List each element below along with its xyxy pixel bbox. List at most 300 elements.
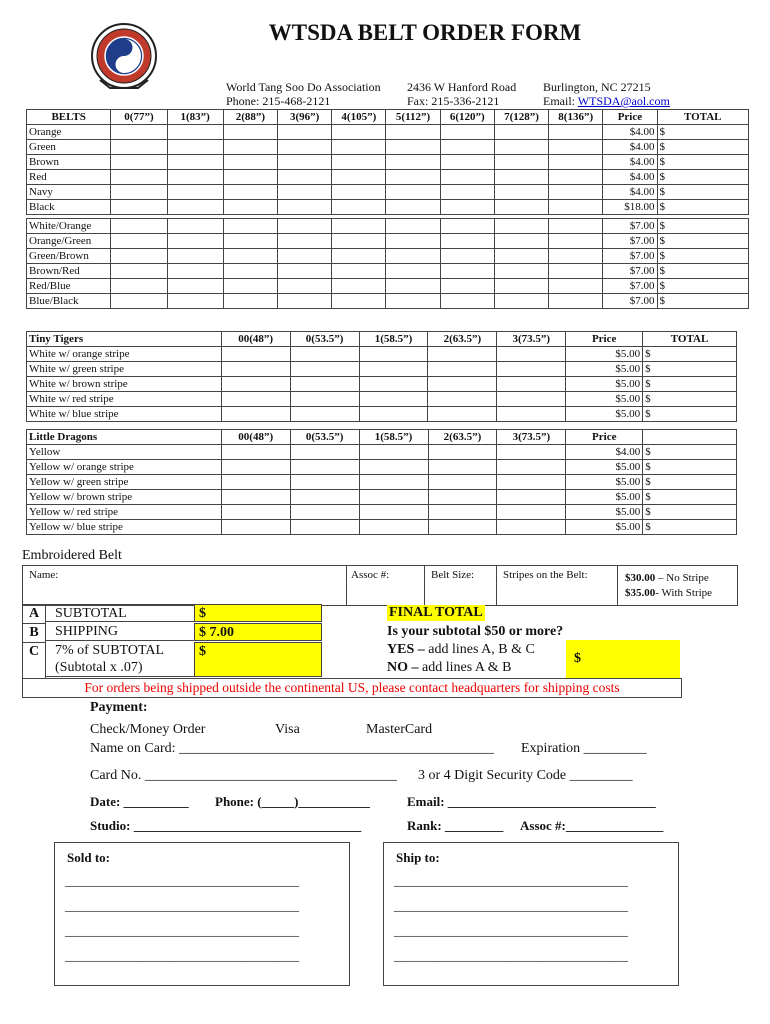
belt-qty-cell[interactable] [278,155,332,170]
sold-to-title: Sold to: [67,850,110,865]
tiny-tigers-qty-cell[interactable] [359,392,428,407]
little-dragons-qty-cell[interactable] [290,490,359,505]
tiny-tigers-qty-cell[interactable] [428,347,497,362]
tiny-tigers-qty-cell[interactable] [221,347,290,362]
little-dragons-header-cell [643,430,737,445]
belts-header-cell: 5(112”) [386,110,440,125]
tiny-tigers-total-cell[interactable]: $ [643,362,737,377]
tiny-tigers-name: White w/ brown stripe [27,377,222,392]
embroidered-stripes-label: Stripes on the Belt: [503,569,588,581]
tiny-tigers-qty-cell[interactable] [290,347,359,362]
embroidered-name-field[interactable] [23,566,347,605]
belt-name: Orange [27,125,111,140]
belt-qty-cell[interactable] [386,155,440,170]
little-dragons-header-cell: 2(63.5”) [428,430,497,445]
belt-qty-cell[interactable] [549,264,603,279]
little-dragons-total-cell[interactable]: $ [643,445,737,460]
tiny-tigers-price: $5.00 [566,407,643,422]
little-dragons-qty-cell[interactable] [428,520,497,535]
belt-qty-cell[interactable] [167,185,223,200]
little-dragons-qty-cell[interactable] [428,490,497,505]
tiny-tigers-qty-cell[interactable] [221,362,290,377]
tiny-tigers-name: White w/ orange stripe [27,347,222,362]
belt-qty-cell[interactable] [332,170,386,185]
tiny-tigers-qty-cell[interactable] [221,392,290,407]
sold-to-line-2[interactable]: ____________________________________ [65,898,299,913]
tiny-tigers-qty-cell[interactable] [428,392,497,407]
sold-to-line-4[interactable]: ____________________________________ [65,948,299,963]
belt-qty-cell[interactable] [111,264,167,279]
table-row [27,505,737,520]
tiny-tigers-price: $5.00 [566,377,643,392]
belt-qty-cell[interactable] [549,249,603,264]
belt-qty-cell[interactable] [223,155,277,170]
little-dragons-table [26,429,737,535]
belt-qty-cell[interactable] [494,170,548,185]
tiny-tigers-qty-cell[interactable] [497,362,566,377]
contact-address: 2436 W Hanford Road [407,80,517,94]
little-dragons-qty-cell[interactable] [497,475,566,490]
belt-qty-cell[interactable] [494,249,548,264]
belt-qty-cell[interactable] [278,234,332,249]
little-dragons-total-cell[interactable]: $ [643,520,737,535]
belt-qty-cell[interactable] [549,219,603,234]
tiny-tigers-total-cell[interactable]: $ [643,392,737,407]
payment-check-option[interactable]: Check/Money Order [90,722,206,737]
tiny-tigers-header-cell: 1(58.5”) [359,332,428,347]
belt-qty-cell[interactable] [494,264,548,279]
tiny-tigers-header-cell: 0(53.5”) [290,332,359,347]
belt-qty-cell[interactable] [494,155,548,170]
tiny-tigers-total-cell[interactable]: $ [643,377,737,392]
yes-instruction: YES – add lines A, B & C [387,642,535,657]
tiny-tigers-qty-cell[interactable] [290,377,359,392]
belt-qty-cell[interactable] [440,279,494,294]
belt-qty-cell[interactable] [386,264,440,279]
belt-qty-cell[interactable] [223,200,277,215]
tiny-tigers-total-cell[interactable]: $ [643,347,737,362]
little-dragons-qty-cell[interactable] [497,505,566,520]
table-row [27,377,737,392]
rank-field[interactable]: Rank: _________ [407,818,504,833]
table-row [27,219,749,234]
belt-qty-cell[interactable] [386,234,440,249]
belt-qty-cell[interactable] [223,170,277,185]
belt-qty-cell[interactable] [332,264,386,279]
belt-name: Red/Blue [27,279,111,294]
little-dragons-qty-cell[interactable] [359,460,428,475]
tiny-tigers-qty-cell[interactable] [497,377,566,392]
belt-qty-cell[interactable] [167,234,223,249]
belt-qty-cell[interactable] [440,249,494,264]
belts-header-cell: 1(83”) [167,110,223,125]
tiny-tigers-qty-cell[interactable] [497,347,566,362]
belt-qty-cell[interactable] [332,234,386,249]
belt-qty-cell[interactable] [549,170,603,185]
contact-email-label: Email: [543,94,578,108]
tiny-tigers-table [26,331,737,422]
belt-qty-cell[interactable] [111,155,167,170]
belt-qty-cell[interactable] [332,185,386,200]
belts-table [26,109,749,309]
belt-qty-cell[interactable] [549,185,603,200]
table-row [27,520,737,535]
little-dragons-qty-cell[interactable] [290,505,359,520]
little-dragons-price: $4.00 [566,445,643,460]
tiny-tigers-qty-cell[interactable] [497,392,566,407]
little-dragons-header-cell: Little Dragons [27,430,222,445]
belt-qty-cell[interactable] [440,294,494,309]
belts-header-cell: BELTS [27,110,111,125]
belt-total-cell[interactable]: $ [657,200,748,215]
tiny-tigers-price: $5.00 [566,347,643,362]
belt-qty-cell[interactable] [167,155,223,170]
table-row [27,140,749,155]
belt-qty-cell[interactable] [494,219,548,234]
belt-qty-cell[interactable] [167,249,223,264]
tiny-tigers-qty-cell[interactable] [359,347,428,362]
ship-to-line-1[interactable]: ____________________________________ [394,873,628,888]
belt-total-cell[interactable]: $ [657,125,748,140]
belt-qty-cell[interactable] [223,185,277,200]
contact-email-link[interactable]: WTSDA@aol.com [577,94,670,108]
belt-qty-cell[interactable] [332,155,386,170]
little-dragons-qty-cell[interactable] [359,475,428,490]
shipping-field[interactable]: $ 7.00 [194,623,322,641]
ship-to-box [383,842,679,986]
little-dragons-qty-cell[interactable] [221,505,290,520]
table-row [27,392,737,407]
tiny-tigers-total-cell[interactable]: $ [643,407,737,422]
belt-qty-cell[interactable] [440,185,494,200]
belt-qty-cell[interactable] [386,140,440,155]
belt-qty-cell[interactable] [223,279,277,294]
ship-to-title: Ship to: [396,850,440,865]
phone-field[interactable]: Phone: (_____)___________ [215,794,370,809]
belt-qty-cell[interactable] [494,294,548,309]
table-row [27,362,737,377]
subtotal-field[interactable]: $ [194,604,322,622]
little-dragons-qty-cell[interactable] [359,490,428,505]
belt-qty-cell[interactable] [332,200,386,215]
security-code-field[interactable]: 3 or 4 Digit Security Code _________ [418,768,633,783]
final-total-field[interactable]: $ [566,640,680,678]
belt-qty-cell[interactable] [440,125,494,140]
belt-qty-cell[interactable] [332,279,386,294]
shipping-notice: For orders being shipped outside the continental US, please contact headquarters for shipping costs [22,678,682,698]
little-dragons-qty-cell[interactable] [359,520,428,535]
belt-qty-cell[interactable] [111,279,167,294]
belt-qty-cell[interactable] [494,140,548,155]
little-dragons-qty-cell[interactable] [497,520,566,535]
little-dragons-qty-cell[interactable] [290,520,359,535]
little-dragons-total-cell[interactable]: $ [643,460,737,475]
belt-total-cell[interactable]: $ [657,279,748,294]
expiration-field[interactable]: Expiration _________ [521,741,647,756]
belt-name: Blue/Black [27,294,111,309]
belt-qty-cell[interactable] [440,170,494,185]
belt-qty-cell[interactable] [111,234,167,249]
belt-qty-cell[interactable] [111,170,167,185]
belt-qty-cell[interactable] [167,219,223,234]
little-dragons-name: Yellow w/ blue stripe [27,520,222,535]
embroidered-assoc-label: Assoc #: [351,569,390,581]
contact-fax: Fax: 215-336-2121 [407,94,500,108]
belt-qty-cell[interactable] [111,219,167,234]
wtsda-logo [90,22,158,92]
embroidered-stripes-field[interactable] [496,566,618,605]
belt-qty-cell[interactable] [386,279,440,294]
belt-qty-cell[interactable] [440,155,494,170]
tiny-tigers-qty-cell[interactable] [428,407,497,422]
ship-to-line-2[interactable]: ____________________________________ [394,898,628,913]
belt-price: $7.00 [603,279,657,294]
tiny-tigers-header-cell: 3(73.5”) [497,332,566,347]
little-dragons-qty-cell[interactable] [428,475,497,490]
belt-qty-cell[interactable] [167,264,223,279]
belt-name: Brown/Red [27,264,111,279]
belt-qty-cell[interactable] [278,140,332,155]
card-number-field[interactable]: Card No. ____________________________________ [90,768,397,783]
belts-header-cell: 0(77”) [111,110,167,125]
little-dragons-qty-cell[interactable] [221,490,290,505]
belt-qty-cell[interactable] [549,279,603,294]
belt-price: $7.00 [603,264,657,279]
belt-qty-cell[interactable] [223,234,277,249]
ship-to-line-3[interactable]: ____________________________________ [394,923,628,938]
belt-qty-cell[interactable] [386,249,440,264]
belt-qty-cell[interactable] [278,219,332,234]
belt-total-cell[interactable]: $ [657,155,748,170]
little-dragons-name: Yellow w/ orange stripe [27,460,222,475]
tiny-tigers-name: White w/ red stripe [27,392,222,407]
belt-qty-cell[interactable] [167,294,223,309]
belt-qty-cell[interactable] [278,185,332,200]
sold-to-line-1[interactable]: ____________________________________ [65,873,299,888]
tiny-tigers-qty-cell[interactable] [428,377,497,392]
belt-qty-cell[interactable] [167,200,223,215]
belt-qty-cell[interactable] [278,279,332,294]
embroidered-assoc-field[interactable] [346,566,425,605]
tiny-tigers-header-cell: 00(48”) [221,332,290,347]
belt-qty-cell[interactable] [440,200,494,215]
table-row [27,347,737,362]
belt-qty-cell[interactable] [494,200,548,215]
belt-qty-cell[interactable] [549,125,603,140]
belt-qty-cell[interactable] [440,140,494,155]
little-dragons-qty-cell[interactable] [359,505,428,520]
belt-qty-cell[interactable] [111,200,167,215]
final-total-label: FINAL TOTAL [389,605,483,620]
belt-price: $7.00 [603,219,657,234]
belt-qty-cell[interactable] [440,264,494,279]
tiny-tigers-qty-cell[interactable] [359,362,428,377]
little-dragons-qty-cell[interactable] [497,460,566,475]
table-row [27,460,737,475]
studio-field[interactable]: Studio: ___________________________________ [90,818,362,833]
sold-to-line-3[interactable]: ____________________________________ [65,923,299,938]
table-row [27,200,749,215]
belt-qty-cell[interactable] [223,264,277,279]
little-dragons-header-cell: 00(48”) [221,430,290,445]
little-dragons-qty-cell[interactable] [221,520,290,535]
embroidered-price-no-stripe: $30.00 – No Stripe [625,572,709,584]
payment-visa-option[interactable]: Visa [275,722,300,737]
embroidered-title: Embroidered Belt [22,548,122,563]
no-instruction: NO – add lines A & B [387,660,512,675]
belt-qty-cell[interactable] [549,140,603,155]
belt-price: $4.00 [603,170,657,185]
ship-to-line-4[interactable]: ____________________________________ [394,948,628,963]
name-on-card-field[interactable]: Name on Card: _____________________________________________ [90,741,495,756]
belt-qty-cell[interactable] [167,279,223,294]
little-dragons-price: $5.00 [566,475,643,490]
belt-name: Navy [27,185,111,200]
belt-qty-cell[interactable] [223,219,277,234]
tiny-tigers-qty-cell[interactable] [221,377,290,392]
belt-qty-cell[interactable] [111,294,167,309]
contact-city: Burlington, NC 27215 [543,80,651,94]
little-dragons-qty-cell[interactable] [497,490,566,505]
little-dragons-qty-cell[interactable] [290,445,359,460]
belt-qty-cell[interactable] [332,219,386,234]
table-row [27,445,737,460]
belt-qty-cell[interactable] [386,185,440,200]
belt-qty-cell[interactable] [167,170,223,185]
belt-qty-cell[interactable] [278,264,332,279]
belt-qty-cell[interactable] [278,170,332,185]
table-row [27,294,749,309]
belt-qty-cell[interactable] [549,200,603,215]
tiny-tigers-qty-cell[interactable] [290,392,359,407]
embroidered-size-field[interactable] [424,566,497,605]
embroidered-box [22,565,738,606]
totals-left [22,604,322,677]
tiny-tigers-qty-cell[interactable] [290,362,359,377]
tiny-tigers-qty-cell[interactable] [359,377,428,392]
little-dragons-qty-cell[interactable] [359,445,428,460]
belt-qty-cell[interactable] [111,249,167,264]
belt-qty-cell[interactable] [386,200,440,215]
belts-header-cell: 4(105”) [332,110,386,125]
belt-total-cell[interactable]: $ [657,234,748,249]
belt-qty-cell[interactable] [167,125,223,140]
belt-qty-cell[interactable] [440,219,494,234]
belt-qty-cell[interactable] [386,219,440,234]
belt-name: Brown [27,155,111,170]
little-dragons-qty-cell[interactable] [428,505,497,520]
belt-price: $7.00 [603,294,657,309]
little-dragons-qty-cell[interactable] [290,460,359,475]
belt-qty-cell[interactable] [111,125,167,140]
belt-total-cell[interactable]: $ [657,140,748,155]
belt-qty-cell[interactable] [167,140,223,155]
tiny-tigers-name: White w/ blue stripe [27,407,222,422]
belt-qty-cell[interactable] [549,155,603,170]
date-field[interactable]: Date: __________ [90,794,189,809]
little-dragons-total-cell[interactable]: $ [643,490,737,505]
belt-qty-cell[interactable] [278,125,332,140]
belt-qty-cell[interactable] [332,249,386,264]
belts-header-cell: 2(88”) [223,110,277,125]
embroidered-size-label: Belt Size: [431,569,475,581]
tiny-tigers-qty-cell[interactable] [359,407,428,422]
little-dragons-qty-cell[interactable] [221,460,290,475]
belt-total-cell[interactable]: $ [657,294,748,309]
belt-qty-cell[interactable] [386,170,440,185]
little-dragons-qty-cell[interactable] [290,475,359,490]
belt-name: Black [27,200,111,215]
tiny-tigers-qty-cell[interactable] [221,407,290,422]
contact-email-row [543,94,670,109]
little-dragons-qty-cell[interactable] [221,445,290,460]
little-dragons-qty-cell[interactable] [221,475,290,490]
belt-qty-cell[interactable] [494,185,548,200]
line-b-letter: B [22,623,46,643]
belt-qty-cell[interactable] [278,294,332,309]
belt-qty-cell[interactable] [223,125,277,140]
belt-qty-cell[interactable] [549,234,603,249]
belt-qty-cell[interactable] [494,234,548,249]
belts-header-cell: 8(136”) [549,110,603,125]
payment-mastercard-option[interactable]: MasterCard [366,722,433,737]
table-row [27,279,749,294]
assoc-field[interactable]: Assoc #:_______________ [520,818,664,833]
belt-qty-cell[interactable] [278,200,332,215]
little-dragons-qty-cell[interactable] [428,445,497,460]
email-field[interactable]: Email: ________________________________ [407,794,656,809]
tiny-tigers-qty-cell[interactable] [290,407,359,422]
belt-total-cell[interactable]: $ [657,170,748,185]
belt-price: $18.00 [603,200,657,215]
belt-qty-cell[interactable] [494,279,548,294]
belt-qty-cell[interactable] [332,294,386,309]
little-dragons-total-cell[interactable]: $ [643,475,737,490]
belt-total-cell[interactable]: $ [657,264,748,279]
belt-qty-cell[interactable] [386,294,440,309]
belt-qty-cell[interactable] [549,294,603,309]
belt-total-cell[interactable]: $ [657,185,748,200]
belt-qty-cell[interactable] [223,140,277,155]
belt-qty-cell[interactable] [111,140,167,155]
tax-field[interactable]: $ [194,642,322,677]
little-dragons-qty-cell[interactable] [428,460,497,475]
belt-qty-cell[interactable] [111,185,167,200]
belt-qty-cell[interactable] [223,249,277,264]
belt-qty-cell[interactable] [278,249,332,264]
belt-qty-cell[interactable] [494,125,548,140]
belt-qty-cell[interactable] [223,294,277,309]
belt-qty-cell[interactable] [332,140,386,155]
belt-price: $4.00 [603,125,657,140]
page-title: WTSDA BELT ORDER FORM [268,20,582,45]
table-row [27,264,749,279]
little-dragons-total-cell[interactable]: $ [643,505,737,520]
table-row [27,185,749,200]
belt-qty-cell[interactable] [332,125,386,140]
table-row [27,234,749,249]
belt-name: Green/Brown [27,249,111,264]
little-dragons-header-cell: 3(73.5”) [497,430,566,445]
belt-qty-cell[interactable] [386,125,440,140]
table-row [27,125,749,140]
tiny-tigers-qty-cell[interactable] [428,362,497,377]
belt-total-cell[interactable]: $ [657,219,748,234]
tiny-tigers-qty-cell[interactable] [497,407,566,422]
little-dragons-qty-cell[interactable] [497,445,566,460]
belt-total-cell[interactable]: $ [657,249,748,264]
belt-qty-cell[interactable] [440,234,494,249]
